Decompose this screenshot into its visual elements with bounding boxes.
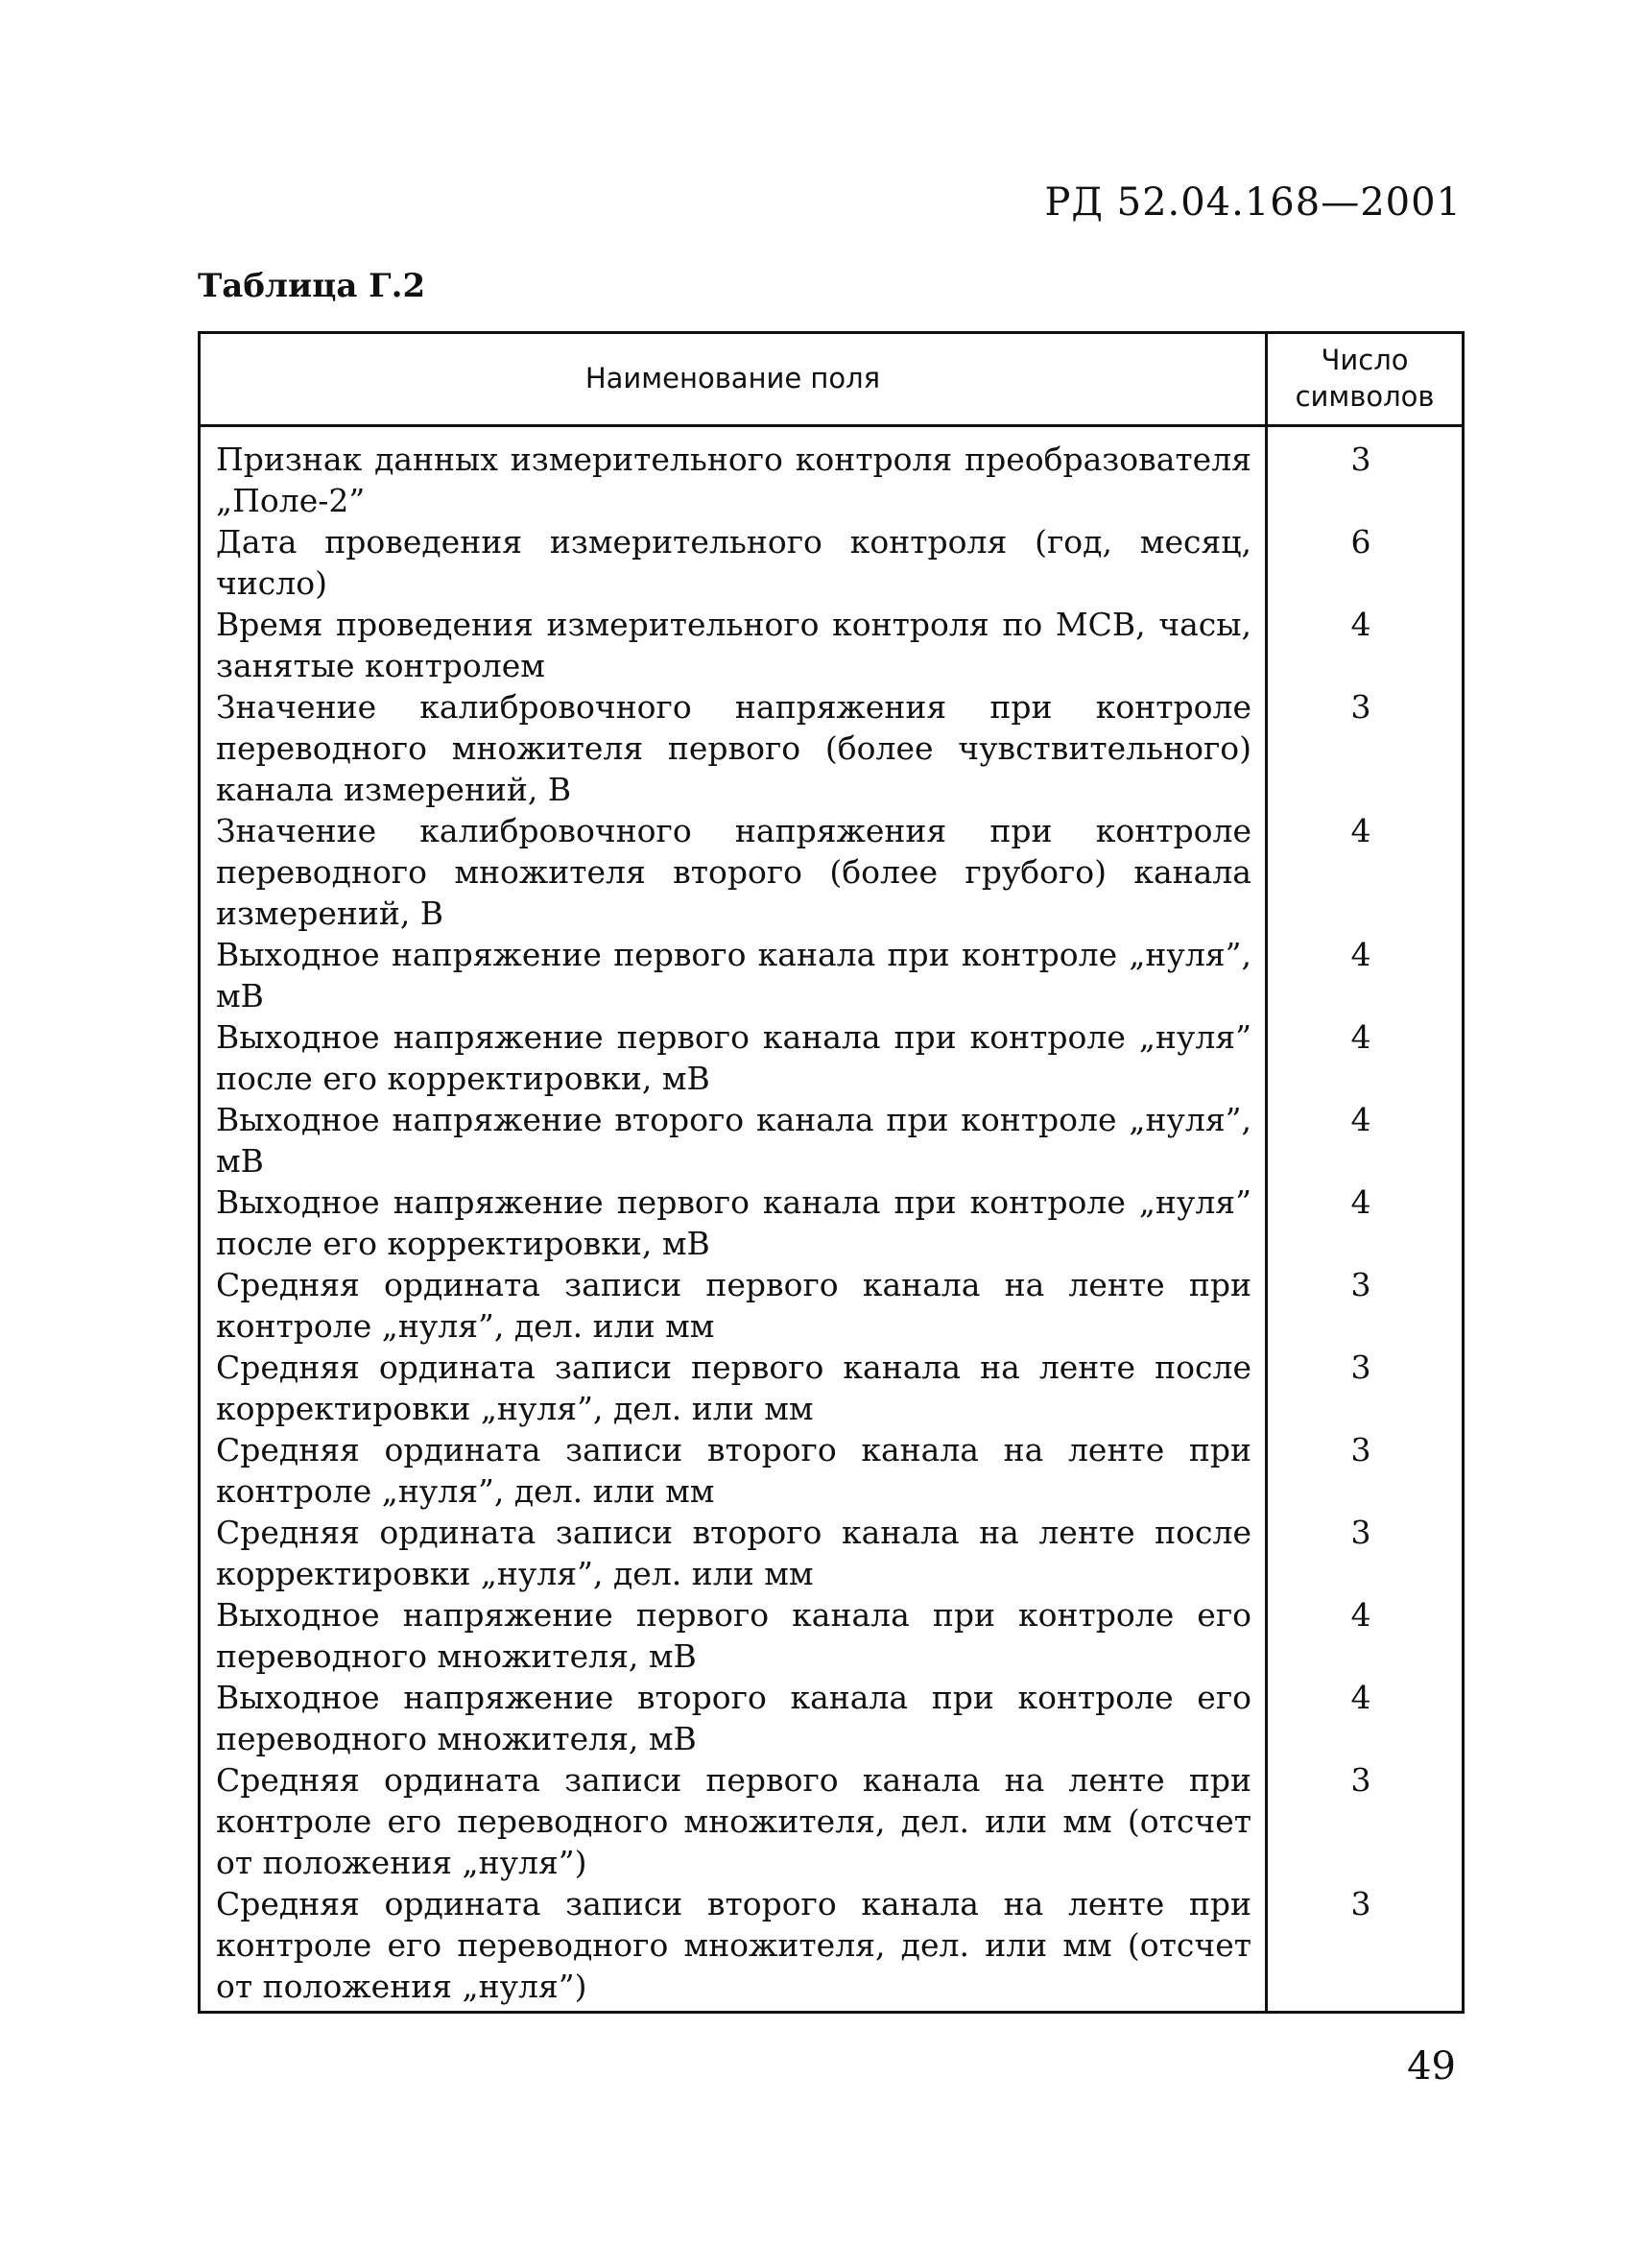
field-name-cell: Средняя ордината записи первого канала на ленте при контроле „нуля”, дел. или мм <box>200 1264 1267 1347</box>
table-row <box>200 604 1464 686</box>
symbol-count-cell: 3 <box>1267 426 1464 522</box>
field-name-cell: Средняя ордината записи первого канала на ленте при контроле его переводного множителя, дел. или мм (отсчет от положения „нуля”) <box>200 1759 1267 1883</box>
table-body <box>200 426 1464 2013</box>
field-name-cell: Выходное напряжение второго канала при контроле „нуля”, мВ <box>200 1099 1267 1182</box>
table-row <box>200 1512 1464 1594</box>
symbol-count-cell: 6 <box>1267 521 1464 604</box>
column-header-name: Наименование поля <box>200 333 1267 426</box>
symbol-count-cell: 3 <box>1267 1759 1464 1883</box>
field-name-cell: Выходное напряжение второго канала при контроле его переводного множителя, мВ <box>200 1677 1267 1759</box>
symbol-count-cell: 3 <box>1267 1512 1464 1594</box>
symbol-count-cell: 4 <box>1267 934 1464 1016</box>
field-name-cell: Средняя ордината записи первого канала на ленте после корректировки „нуля”, дел. или мм <box>200 1347 1267 1429</box>
field-name-cell: Значение калибровочного напряжения при контроле переводного множителя второго (более грубого) канала измерений, В <box>200 810 1267 934</box>
table-row <box>200 521 1464 604</box>
symbol-count-cell: 4 <box>1267 1099 1464 1182</box>
symbol-count-cell: 3 <box>1267 1883 1464 2013</box>
table-row <box>200 1759 1464 1883</box>
table-row <box>200 810 1464 934</box>
column-header-count: Число символов <box>1267 333 1464 426</box>
field-name-cell: Признак данных измерительного контроля преобразователя „Поле-2” <box>200 426 1267 522</box>
field-name-cell: Выходное напряжение первого канала при контроле „нуля” после его корректировки, мВ <box>200 1182 1267 1264</box>
table-row <box>200 426 1464 522</box>
page-number: 49 <box>1407 2044 1456 2089</box>
symbol-count-cell: 3 <box>1267 1347 1464 1429</box>
table-row <box>200 1182 1464 1264</box>
field-name-cell: Время проведения измерительного контроля по МСВ, часы, занятые контролем <box>200 604 1267 686</box>
table-caption: Таблица Г.2 <box>198 267 426 305</box>
field-name-cell: Выходное напряжение первого канала при контроле „нуля”, мВ <box>200 934 1267 1016</box>
document-code: РД 52.04.168—2001 <box>1044 180 1462 225</box>
table-row <box>200 1264 1464 1347</box>
symbol-count-cell: 4 <box>1267 1016 1464 1099</box>
table-row <box>200 1099 1464 1182</box>
field-name-cell: Дата проведения измерительного контроля (год, месяц, число) <box>200 521 1267 604</box>
symbol-count-cell: 4 <box>1267 1182 1464 1264</box>
table-row <box>200 1594 1464 1677</box>
symbol-count-cell: 3 <box>1267 1429 1464 1512</box>
table-row <box>200 934 1464 1016</box>
table-header <box>200 333 1464 426</box>
table-row <box>200 1429 1464 1512</box>
symbol-count-cell: 3 <box>1267 1264 1464 1347</box>
field-name-cell: Средняя ордината записи второго канала на ленте при контроле „нуля”, дел. или мм <box>200 1429 1267 1512</box>
table-row <box>200 1883 1464 2013</box>
table-row <box>200 686 1464 810</box>
field-name-cell: Средняя ордината записи второго канала на ленте после корректировки „нуля”, дел. или мм <box>200 1512 1267 1594</box>
table-row <box>200 1016 1464 1099</box>
table-row <box>200 1677 1464 1759</box>
symbol-count-cell: 3 <box>1267 686 1464 810</box>
symbol-count-cell: 4 <box>1267 1594 1464 1677</box>
field-name-cell: Выходное напряжение первого канала при контроле его переводного множителя, мВ <box>200 1594 1267 1677</box>
table-row <box>200 1347 1464 1429</box>
field-name-cell: Значение калибровочного напряжения при контроле переводного множителя первого (более чувствительного) канала измерений, В <box>200 686 1267 810</box>
data-table <box>198 331 1465 2014</box>
symbol-count-cell: 4 <box>1267 1677 1464 1759</box>
symbol-count-cell: 4 <box>1267 810 1464 934</box>
field-name-cell: Средняя ордината записи второго канала на ленте при контроле его переводного множителя, дел. или мм (отсчет от положения „нуля”) <box>200 1883 1267 2013</box>
field-name-cell: Выходное напряжение первого канала при контроле „нуля” после его корректировки, мВ <box>200 1016 1267 1099</box>
symbol-count-cell: 4 <box>1267 604 1464 686</box>
